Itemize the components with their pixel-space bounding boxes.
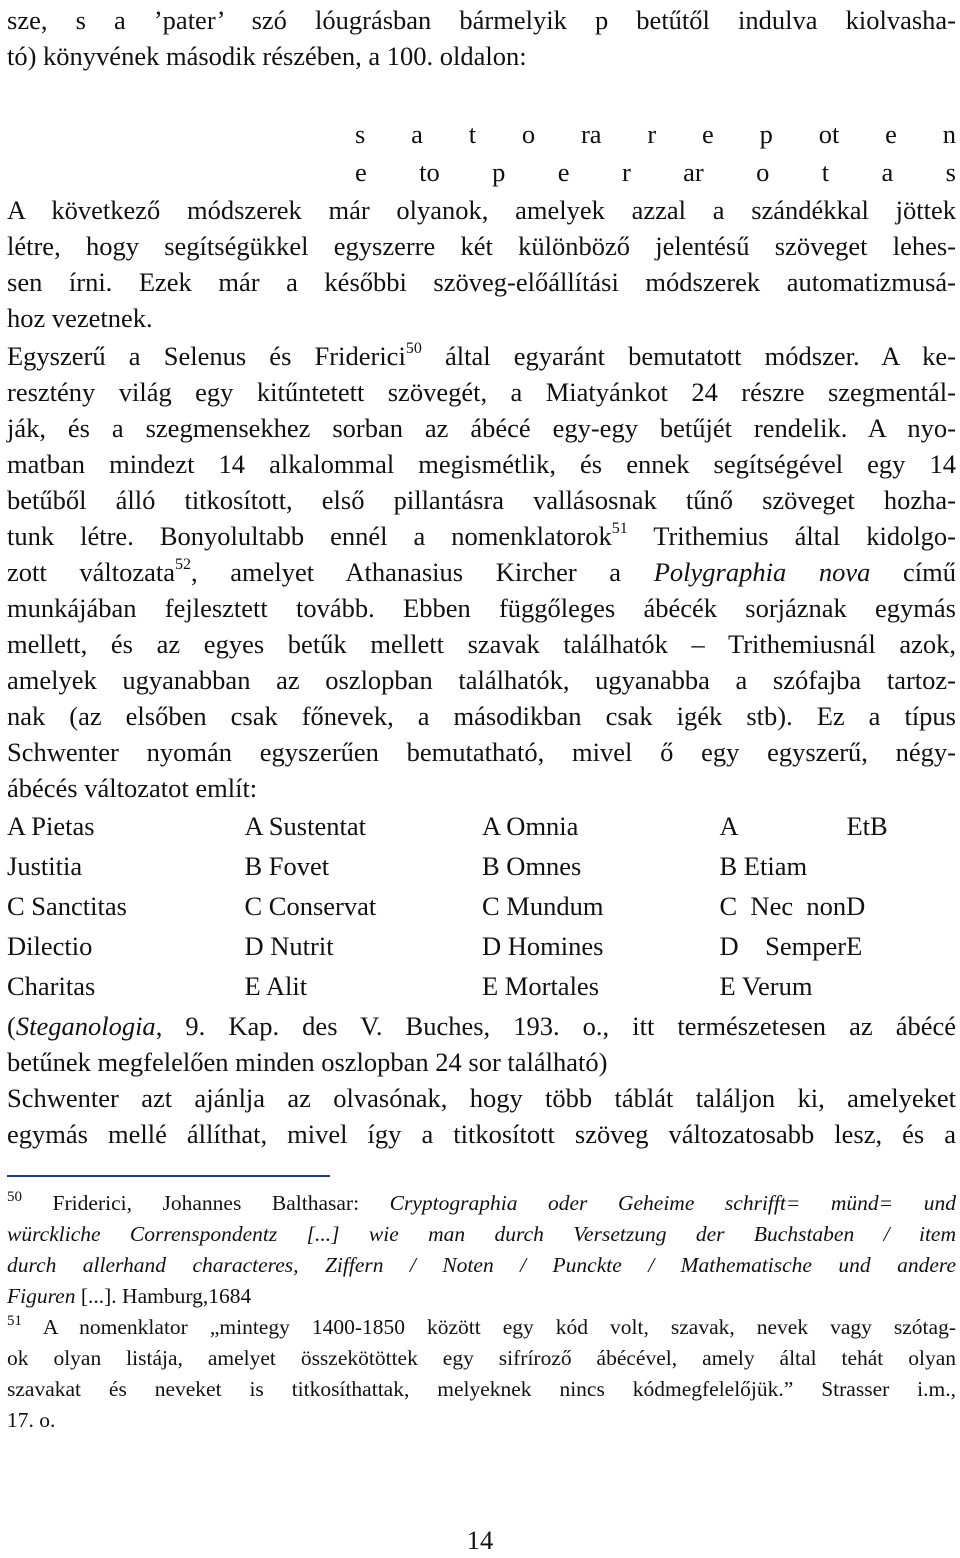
table-cell: C Mundum: [482, 891, 604, 921]
table-row: [7, 966, 957, 1006]
table-cell: E Alit: [244, 971, 308, 1001]
body-line: ják, és a szegmensekhez sorban az ábécé egy-egy betűjét rendelik. A nyo-: [7, 413, 956, 443]
page-number: 14: [466, 1525, 494, 1555]
body-line: A következő módszerek már olyanok, amelyek azzal a szándékkal jöttek: [7, 195, 956, 225]
footnote-line: durch allerhand characteres, Ziffern / Noten / Punckte / Mathematische und andere: [7, 1253, 956, 1277]
footnote-51: $^{51}$ A nomenklator „mintegy 1400-1850 között egy kód volt, szavak, nevek vagy szótag-: [7, 1313, 956, 1339]
cipher-line: s a t o ra r e p ot e n: [355, 119, 956, 149]
footnote-line: szavakat és neveket is titkosíthattak, melyeknek nincs kódmegfelelőjük.” Strasser i.m.,: [7, 1377, 956, 1401]
table-cell: Charitas: [7, 971, 96, 1001]
body-line: (Steganologia, 9. Kap. des V. Buches, 193. o., itt természetesen az ábécé: [7, 1011, 956, 1041]
footnote-50: $^{50}$ Friderici, Johannes Balthasar: Cryptographia oder Geheime schrifft= münd= und: [7, 1189, 956, 1215]
footnote-separator: [7, 1175, 330, 1177]
table-cell: B Etiam: [719, 851, 808, 881]
table-cell: Dilectio: [7, 931, 93, 961]
body-line: mellett, és az egyes betűk mellett szavak találhatók – Trithemiusnál azok,: [7, 629, 956, 659]
body-line: Schwenter nyomán egyszerűen bemutatható, mivel ő egy egyszerű, négy-: [7, 737, 956, 767]
body-line: hoz vezetnek.: [7, 303, 153, 333]
body-line: betűnek megfelelően minden oszlopban 24 sor található): [7, 1047, 608, 1077]
alphabet-table: [7, 806, 957, 1006]
table-cell: C Nec nonD: [719, 891, 866, 921]
footnote-line: würckliche Correnspondentz [...] wie man durch Versetzung der Buchstaben / item: [7, 1222, 956, 1246]
table-cell: A Pietas: [7, 811, 95, 841]
table-cell: A Sustentat: [244, 811, 366, 841]
table-row: [7, 886, 957, 926]
table-cell: C Conservat: [244, 891, 377, 921]
body-line: létre, hogy segítségükkel egyszerre két különböző jelentésű szöveget lehes-: [7, 231, 956, 261]
table-row: [7, 846, 957, 886]
footnote-ref-52[interactable]: 52: [175, 556, 192, 573]
body-line: tunk létre. Bonyolultabb ennél a nomenklatorok$^{51}$ Trithemius által kidolgo-: [7, 520, 957, 551]
footnote-line: Figuren [...]. Hamburg,1684: [7, 1284, 252, 1308]
table-row: [7, 806, 957, 846]
footnote-line: ok olyan listája, amelyet összekötöttek egy sifríroző ábécével, amely által tehát olyan: [7, 1346, 956, 1370]
body-line: Schwenter azt ajánlja az olvasónak, hogy több táblát találjon ki, amelyeket: [7, 1083, 956, 1113]
table-cell: A EtB: [719, 811, 888, 841]
body-line: tó) könyvének második részében, a 100. oldalon:: [7, 41, 527, 71]
body-line: munkájában fejlesztett tovább. Ebben függőleges ábécék sorjáznak egymás: [7, 593, 956, 623]
body-line: zott változata$^{52}$, amelyet Athanasius Kircher a Polygraphia nova című: [7, 556, 957, 587]
table-cell: E Mortales: [482, 971, 600, 1001]
body-line: Egyszerű a Selenus és Friderici$^{50}$ által egyaránt bemutatott módszer. A ke-: [7, 340, 956, 371]
body-line: sze, s a ’pater’ szó lóugrásban bármelyik p betűtől indulva kiolvasha-: [7, 5, 956, 35]
table-cell: D Homines: [482, 931, 604, 961]
footnote-line: 17. o.: [7, 1408, 56, 1432]
cipher-line: e to p e r ar o t a s: [355, 157, 956, 187]
table-cell: D Nutrit: [244, 931, 334, 961]
body-line: resztény világ egy kitűntetett szövegét, a Miatyánkot 24 részre szegmentál-: [7, 377, 956, 407]
body-line: matban mindezt 14 alkalommal megismétlik, és ennek segítségével egy 14: [7, 449, 956, 479]
table-cell: B Omnes: [482, 851, 582, 881]
body-line: amelyek ugyanabban az oszlopban találhatók, ugyanabba a szófajba tartoz-: [7, 665, 956, 695]
table-cell: D SemperE: [719, 931, 863, 961]
body-line: sen írni. Ezek már a későbbi szöveg-előállítási módszerek automatizmusá-: [7, 267, 956, 297]
table-row: [7, 926, 957, 966]
table-cell: A Omnia: [482, 811, 579, 841]
table-cell: C Sanctitas: [7, 891, 127, 921]
body-line: egymás mellé állíthat, mivel így a titkosított szöveg változatosabb lesz, és a: [7, 1119, 956, 1149]
footnote-ref-51[interactable]: 51: [611, 520, 628, 537]
body-line: nak (az elsőben csak főnevek, a másodikban csak igék stb). Ez a típus: [7, 701, 956, 731]
body-line: ábécés változatot említ:: [7, 773, 258, 803]
table-cell: B Fovet: [244, 851, 330, 881]
body-line: betűből álló titkosított, első pillantásra vallásosnak tűnő szöveget hozha-: [7, 485, 956, 515]
footnote-ref-50[interactable]: 50: [405, 340, 422, 357]
table-cell: E Verum: [719, 971, 813, 1001]
table-cell: Justitia: [7, 851, 83, 881]
